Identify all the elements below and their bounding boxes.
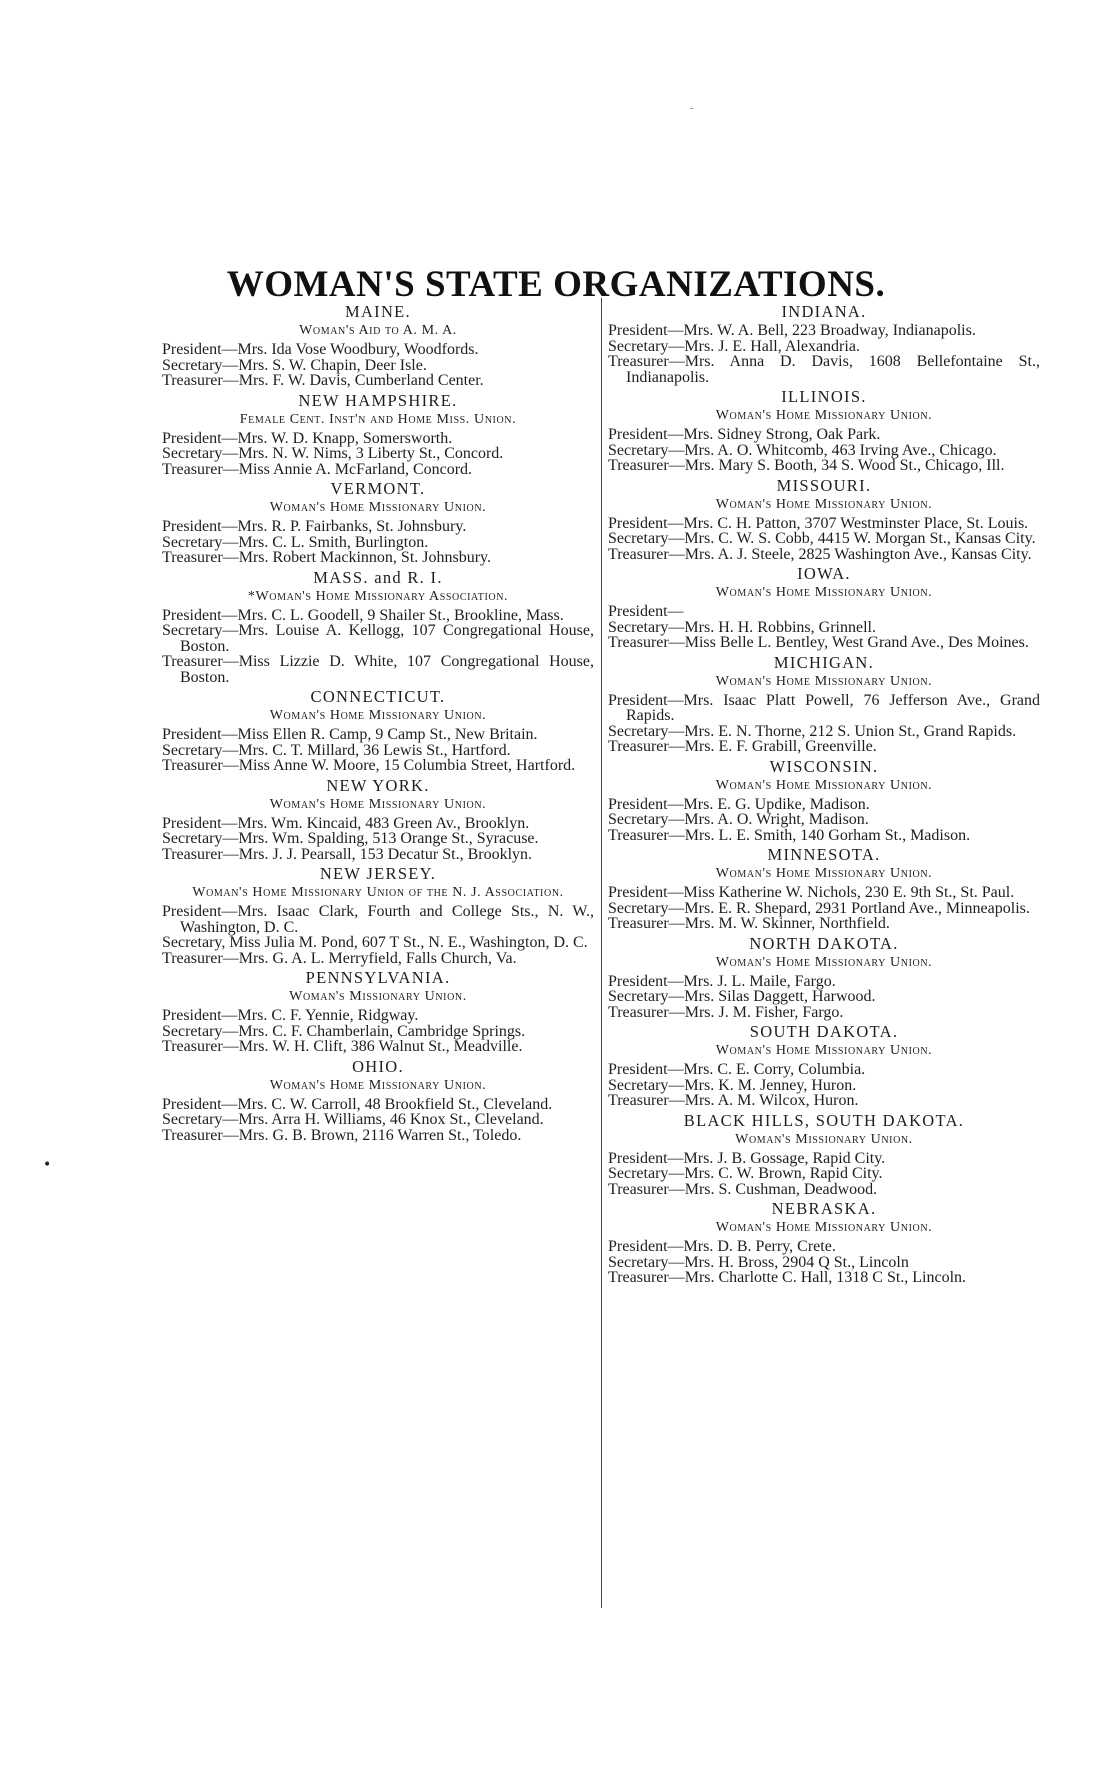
- officer-entry: President—Mrs. C. E. Corry, Columbia.: [608, 1061, 866, 1078]
- state-heading: MICHIGAN.: [773, 652, 875, 672]
- officer-entry: Treasurer—Mrs. E. F. Grabill, Greenville.: [608, 738, 877, 755]
- officer-entry: Secretary—Mrs. S. W. Chapin, Deer Isle.: [162, 356, 427, 374]
- state-section: [608, 934, 1040, 1021]
- officer-entry: Secretary—Mrs. Arra H. Williams, 46 Knox St., Cleveland.: [162, 1111, 544, 1128]
- right-column: [608, 300, 1040, 1286]
- officer-entry: Treasurer—Mrs. J. J. Pearsall, 153 Decatur St., Brooklyn.: [162, 845, 533, 863]
- state-heading: BLACK HILLS, SOUTH DAKOTA.: [683, 1110, 965, 1130]
- officer-entry: Secretary—Mrs. N. W. Nims, 3 Liberty St., Concord.: [162, 445, 504, 462]
- organization-name: Woman's Home Missionary Union.: [715, 408, 933, 423]
- officer-entry: Treasurer—Mrs. G. B. Brown, 2116 Warren St., Toledo.: [162, 1126, 522, 1144]
- officer-entry: Secretary—Mrs. J. E. Hall, Alexandria.: [608, 337, 860, 355]
- organization-name: Woman's Home Missionary Union.: [269, 708, 487, 723]
- officer-entry: Treasurer—Mrs. Mary S. Booth, 34 S. Wood St., Chicago, Ill.: [608, 457, 1005, 474]
- state-heading: OHIO.: [352, 1056, 404, 1076]
- officer-entry: Treasurer—Mrs. M. W. Skinner, Northfield.: [608, 915, 890, 932]
- organization-name: Woman's Home Missionary Union.: [715, 673, 933, 689]
- officer-entry: Treasurer—Mrs. Anna D. Davis, 1608 Bellefontaine St., Indianapolis.: [608, 353, 1040, 386]
- officer-entry: Secretary—Mrs. A. O. Whitcomb, 463 Irving Ave., Chicago.: [608, 441, 997, 459]
- officer-entry: Secretary—Mrs. C. W. S. Cobb, 4415 W. Morgan St., Kansas City.: [608, 530, 1036, 547]
- organization-name: Woman's Home Missionary Union.: [715, 496, 933, 512]
- officer-entry: Secretary—Mrs. Silas Daggett, Harwood.: [608, 988, 876, 1005]
- organization-name: Woman's Home Missionary Union.: [715, 954, 933, 970]
- state-heading: NORTH DAKOTA.: [749, 933, 899, 953]
- officer-entry: President—Mrs. Wm. Kincaid, 483 Green Av., Brooklyn.: [162, 814, 530, 832]
- column-divider: [601, 298, 602, 1608]
- officer-entry: Secretary, Miss Julia M. Pond, 607 T St., N. E., Washington, D. C.: [162, 934, 588, 951]
- state-section: [608, 1022, 1040, 1109]
- officer-entry: President—Mrs. E. G. Updike, Madison.: [608, 795, 870, 813]
- officer-entry: Secretary—Mrs. Wm. Spalding, 513 Orange St., Syracuse.: [162, 830, 539, 847]
- state-section: [608, 476, 1040, 563]
- officer-entry: President—Miss Ellen R. Camp, 9 Camp St., New Britain.: [162, 726, 538, 743]
- state-section: [162, 687, 594, 774]
- state-heading: MISSOURI.: [776, 475, 872, 495]
- organization-name: Woman's Home Missionary Union of the N. J. Association.: [192, 885, 564, 900]
- officer-entry: Treasurer—Mrs. Charlotte C. Hall, 1318 C St., Lincoln.: [608, 1269, 967, 1286]
- organization-name: Woman's Home Missionary Union.: [269, 1077, 487, 1093]
- organization-name: Woman's Home Missionary Union.: [269, 796, 487, 812]
- officer-entry: Treasurer—Mrs. A. M. Wilcox, Huron.: [608, 1092, 859, 1109]
- officer-entry: Treasurer—Miss Belle L. Bentley, West Grand Ave., Des Moines.: [608, 634, 1029, 651]
- state-section: [608, 845, 1040, 932]
- officer-entry: President—Mrs. D. B. Perry, Crete.: [608, 1238, 836, 1255]
- page-speck: [690, 108, 693, 109]
- state-heading: NEW YORK.: [326, 775, 430, 795]
- officer-entry: Treasurer—Mrs. W. H. Clift, 386 Walnut St., Meadville.: [162, 1038, 523, 1055]
- officer-entry: Secretary—Mrs. K. M. Jenney, Huron.: [608, 1076, 857, 1094]
- officer-entry: President—Mrs. R. P. Fairbanks, St. Johnsbury.: [162, 518, 467, 535]
- state-section: [608, 1111, 1040, 1198]
- officer-entry: Treasurer—Mrs. J. M. Fisher, Fargo.: [608, 1003, 844, 1021]
- officer-entry: Secretary—Mrs. Louise A. Kellogg, 107 Congregational House, Boston.: [162, 622, 594, 655]
- officer-entry: Treasurer—Mrs. Robert Mackinnon, St. Johnsbury.: [162, 549, 492, 566]
- officer-entry: Treasurer—Miss Anne W. Moore, 15 Columbia Street, Hartford.: [162, 757, 576, 774]
- state-heading: MINNESOTA.: [767, 845, 881, 864]
- officer-entry: President—Mrs. C. F. Yennie, Ridgway.: [162, 1007, 419, 1024]
- state-section: [162, 864, 594, 966]
- officer-entry: President—Mrs. Ida Vose Woodbury, Woodfords.: [162, 341, 479, 358]
- organization-name: Woman's Missionary Union.: [735, 1131, 913, 1147]
- state-section: [162, 776, 594, 863]
- officer-entry: President—Miss Katherine W. Nichols, 230 E. 9th St., St. Paul.: [608, 884, 1015, 901]
- left-column: [162, 300, 594, 1143]
- officer-entry: President—: [608, 603, 684, 620]
- organization-name: Woman's Aid to A. M. A.: [299, 323, 457, 338]
- state-heading: SOUTH DAKOTA.: [749, 1022, 899, 1041]
- officer-entry: Treasurer—Mrs. A. J. Steele, 2825 Washington Ave., Kansas City.: [608, 545, 1032, 563]
- state-section: [608, 1199, 1040, 1286]
- page-title: WOMAN'S STATE ORGANIZATIONS.: [226, 263, 886, 305]
- officer-entry: President—Mrs. C. L. Goodell, 9 Shailer St., Brookline, Mass.: [162, 606, 564, 624]
- officer-entry: Treasurer—Mrs. G. A. L. Merryfield, Falls Church, Va.: [162, 949, 517, 967]
- state-heading: CONNECTICUT.: [310, 687, 446, 706]
- organization-name: Woman's Home Missionary Union.: [715, 1220, 933, 1235]
- state-section: [162, 568, 594, 686]
- organization-name: Woman's Home Missionary Union.: [269, 500, 487, 515]
- officer-entry: Secretary—Mrs. C. L. Smith, Burlington.: [162, 533, 429, 551]
- officer-entry: President—Mrs. Isaac Platt Powell, 76 Jefferson Ave., Grand Rapids.: [608, 691, 1040, 724]
- officer-entry: Secretary—Mrs. H. Bross, 2904 Q St., Lincoln: [608, 1253, 909, 1271]
- officer-entry: Secretary—Mrs. C. F. Chamberlain, Cambridge Springs.: [162, 1022, 526, 1040]
- state-heading: NEW HAMPSHIRE.: [298, 390, 458, 410]
- state-heading: INDIANA.: [781, 302, 867, 321]
- organization-name: Woman's Home Missionary Union.: [715, 866, 933, 881]
- state-heading: IOWA.: [797, 564, 851, 583]
- officer-entry: Secretary—Mrs. C. W. Brown, Rapid City.: [608, 1165, 883, 1182]
- organization-name: Woman's Home Missionary Union.: [715, 777, 933, 793]
- organization-name: *Woman's Home Missionary Association.: [247, 588, 509, 604]
- state-section: [162, 302, 594, 389]
- organization-name: Woman's Home Missionary Union.: [715, 585, 933, 600]
- officer-entry: Secretary—Mrs. A. O. Wright, Madison.: [608, 811, 869, 828]
- organization-name: Woman's Missionary Union.: [289, 989, 467, 1004]
- state-section: [162, 479, 594, 566]
- officer-entry: President—Mrs. C. H. Patton, 3707 Westminster Place, St. Louis.: [608, 514, 1029, 532]
- state-heading: MASS. and R. I.: [313, 567, 443, 587]
- state-heading: MAINE.: [344, 302, 411, 321]
- officer-entry: Secretary—Mrs. E. R. Shepard, 2931 Portland Ave., Minneapolis.: [608, 899, 1030, 917]
- state-section: [608, 757, 1040, 844]
- officer-entry: President—Mrs. J. L. Maile, Fargo.: [608, 972, 836, 990]
- state-section: [162, 391, 594, 478]
- officer-entry: Secretary—Mrs. E. N. Thorne, 212 S. Union St., Grand Rapids.: [608, 722, 1017, 740]
- state-section: [162, 968, 594, 1055]
- state-section: [162, 1057, 594, 1144]
- officer-entry: Treasurer—Miss Lizzie D. White, 107 Congregational House, Boston.: [162, 653, 594, 686]
- officer-entry: President—Mrs. W. A. Bell, 223 Broadway, Indianapolis.: [608, 322, 976, 339]
- state-section: [608, 653, 1040, 755]
- officer-entry: President—Mrs. W. D. Knapp, Somersworth.: [162, 429, 453, 447]
- state-heading: NEBRASKA.: [771, 1199, 877, 1218]
- officer-entry: Secretary—Mrs. H. H. Robbins, Grinnell.: [608, 618, 876, 636]
- officer-entry: Treasurer—Mrs. L. E. Smith, 140 Gorham St., Madison.: [608, 826, 971, 844]
- officer-entry: President—Mrs. J. B. Gossage, Rapid City.: [608, 1149, 886, 1167]
- officer-entry: Treasurer—Mrs. S. Cushman, Deadwood.: [608, 1180, 878, 1198]
- state-heading: NEW JERSEY.: [319, 864, 437, 883]
- state-section: [608, 564, 1040, 651]
- state-heading: VERMONT.: [330, 479, 426, 498]
- state-section: [608, 387, 1040, 474]
- state-heading: PENNSYLVANIA.: [305, 968, 451, 987]
- organization-name: Woman's Home Missionary Union.: [715, 1043, 933, 1058]
- state-heading: WISCONSIN.: [769, 756, 879, 776]
- margin-mark: •: [43, 1157, 52, 1173]
- officer-entry: President—Mrs. C. W. Carroll, 48 Brookfield St., Cleveland.: [162, 1095, 553, 1113]
- state-section: [608, 302, 1040, 385]
- officer-entry: President—Mrs. Isaac Clark, Fourth and College Sts., N. W., Washington, D. C.: [162, 903, 594, 936]
- officer-entry: Secretary—Mrs. C. T. Millard, 36 Lewis St., Hartford.: [162, 741, 511, 759]
- officer-entry: Treasurer—Mrs. F. W. Davis, Cumberland Center.: [162, 372, 484, 389]
- organization-name: Female Cent. Inst'n and Home Miss. Union.: [239, 411, 517, 427]
- state-heading: ILLINOIS.: [781, 387, 867, 406]
- officer-entry: Treasurer—Miss Annie A. McFarland, Concord.: [162, 460, 473, 478]
- officer-entry: President—Mrs. Sidney Strong, Oak Park.: [608, 426, 881, 443]
